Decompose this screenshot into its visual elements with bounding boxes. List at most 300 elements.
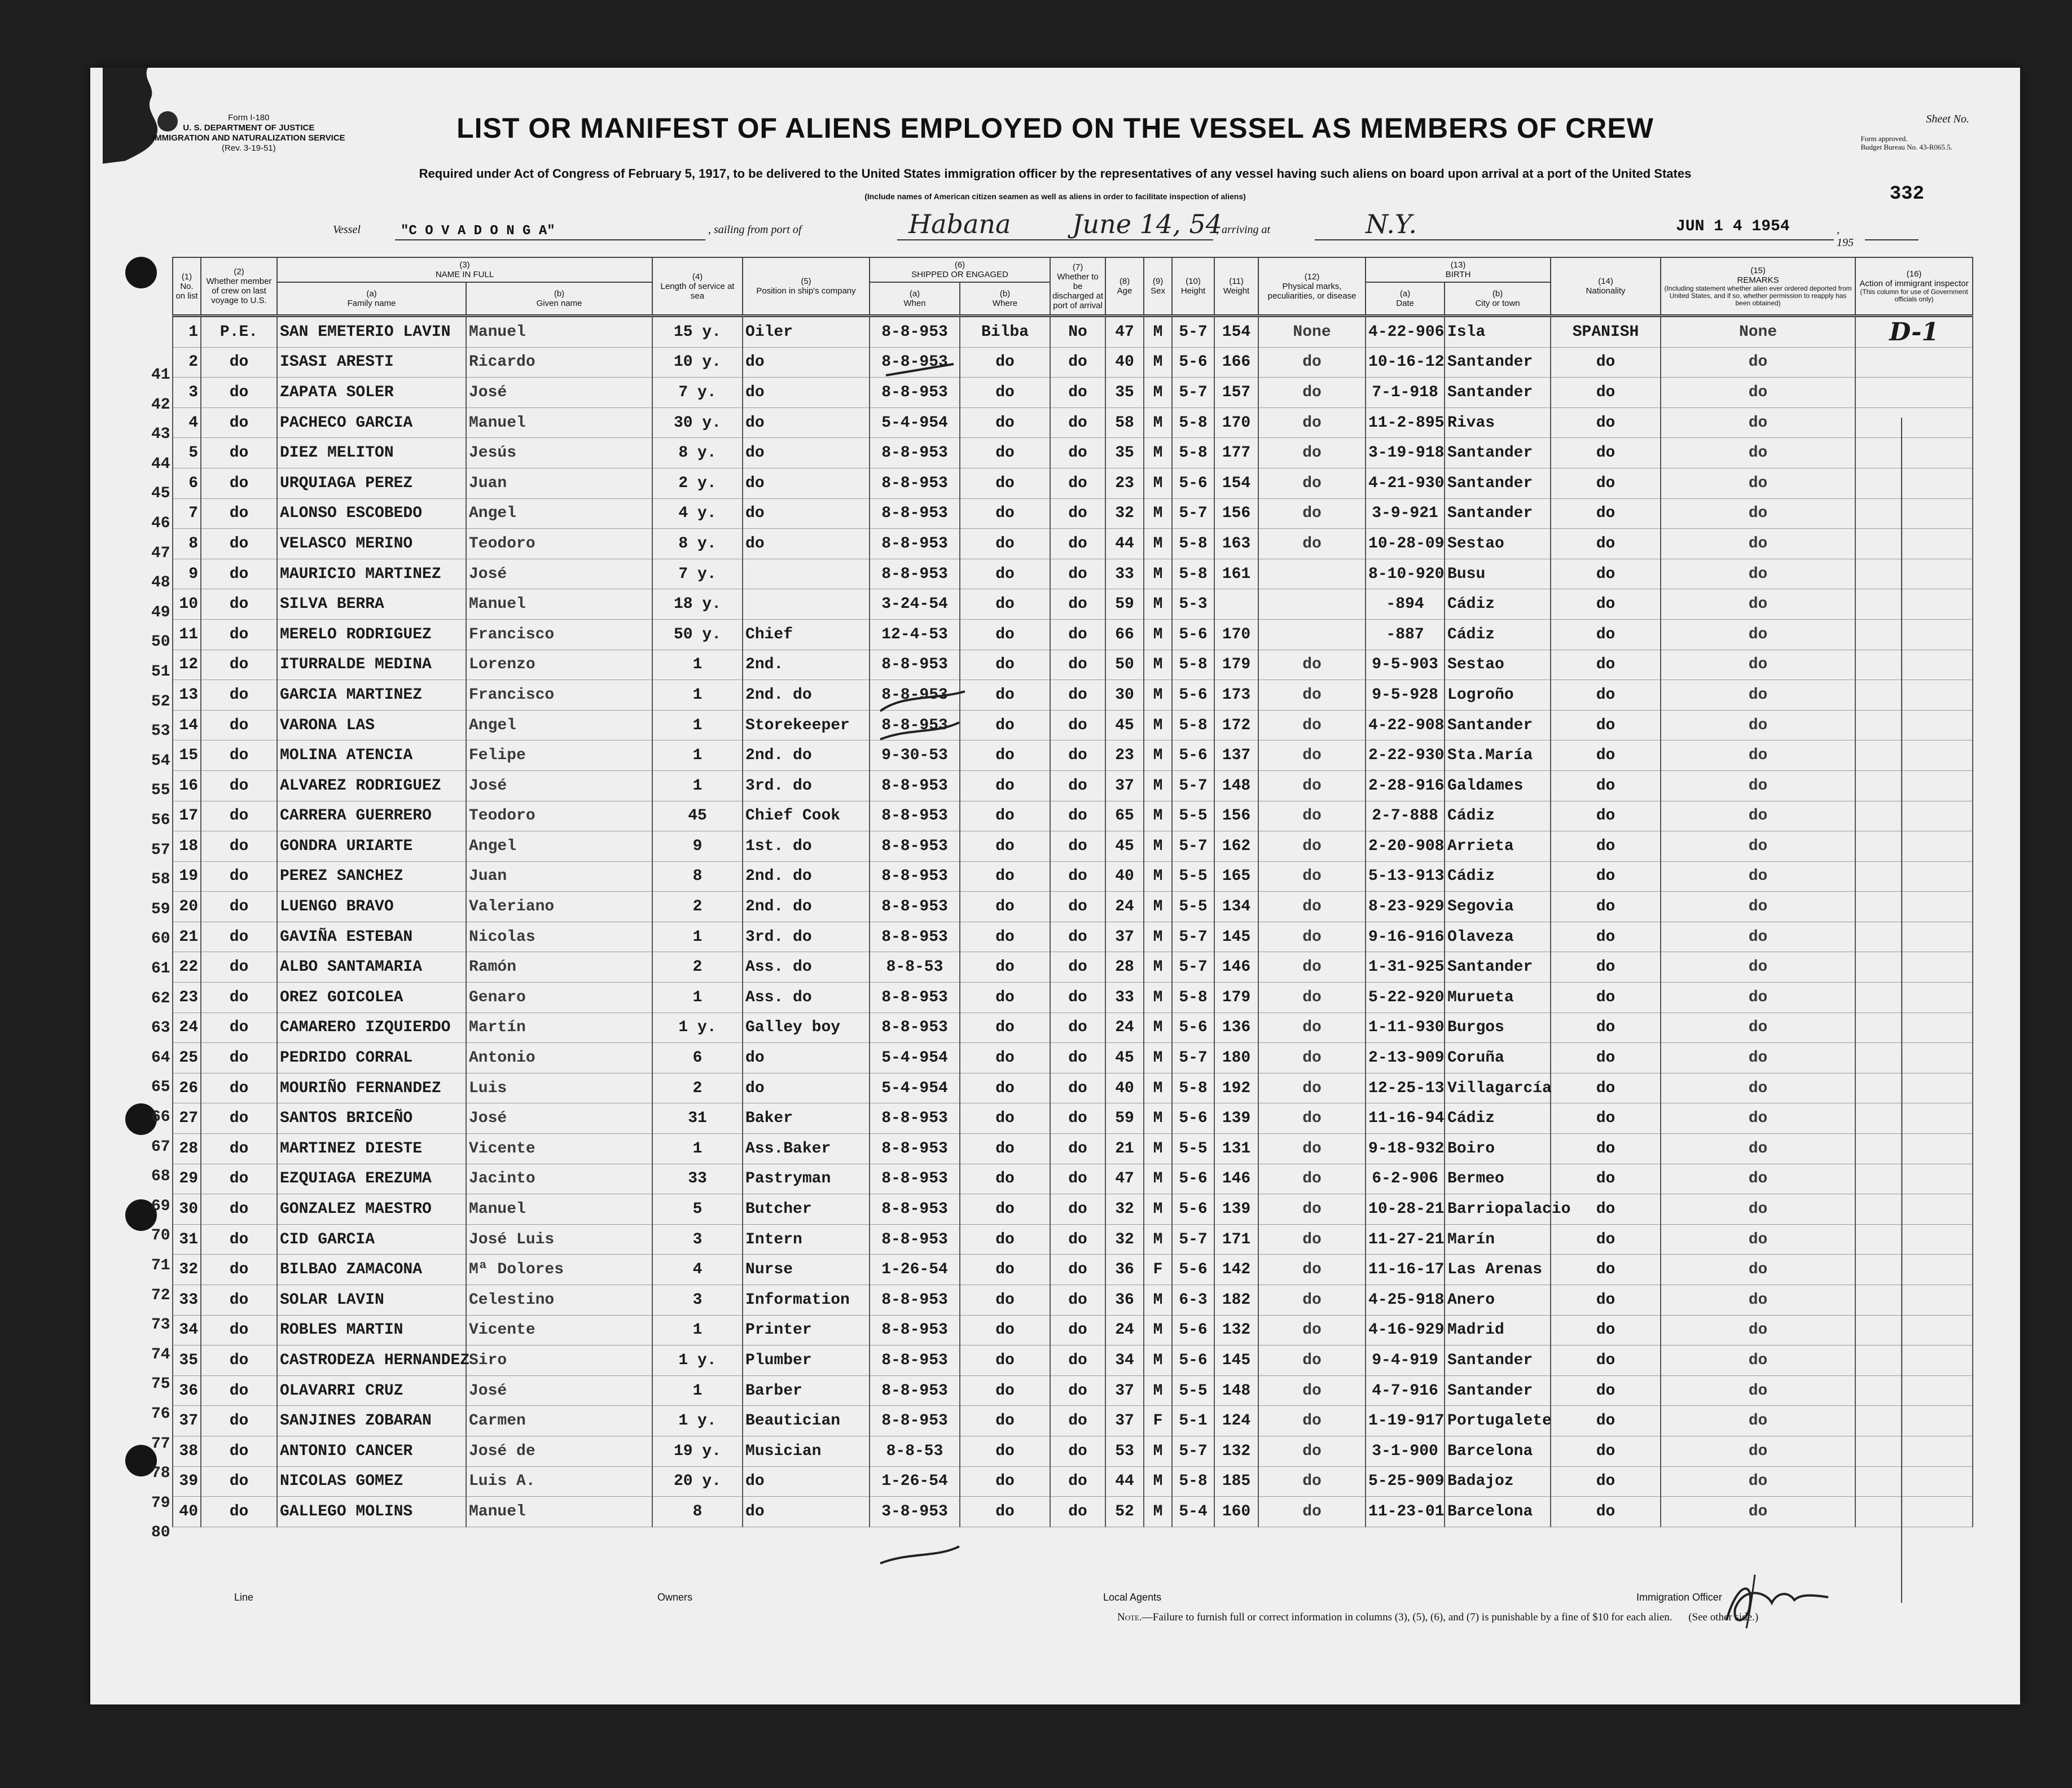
cell-city: Anero — [1445, 1285, 1551, 1316]
cell-nat: do — [1551, 922, 1661, 952]
cell-position: do — [743, 378, 870, 408]
cell-crew: do — [201, 1406, 277, 1436]
cell-no: 32 — [173, 1255, 201, 1285]
cell-city: Cádiz — [1445, 1103, 1551, 1134]
cell-nat: do — [1551, 378, 1661, 408]
cell-height: 6-3 — [1172, 1285, 1214, 1316]
cell-marks: do — [1258, 922, 1366, 952]
cell-height: 5-8 — [1172, 438, 1214, 468]
cell-sex: M — [1144, 468, 1172, 498]
cell-weight: 156 — [1214, 498, 1258, 529]
cell-age: 21 — [1105, 1134, 1144, 1164]
cell-where: do — [960, 680, 1050, 711]
cell-service: 50 y. — [652, 619, 743, 650]
cell-when: 8-8-953 — [870, 1103, 960, 1134]
cell-nat: do — [1551, 1013, 1661, 1043]
cell-crew: do — [201, 1466, 277, 1497]
cell-nat: do — [1551, 1073, 1661, 1103]
cell-crew: do — [201, 1134, 277, 1164]
cell-city: Sestao — [1445, 650, 1551, 680]
cell-position: Printer — [743, 1315, 870, 1346]
cell-when: 8-8-953 — [870, 378, 960, 408]
cell-height: 5-7 — [1172, 1224, 1214, 1255]
cell-bdate: 8-23-929 — [1366, 892, 1445, 922]
header-where: (b) Where — [960, 282, 1050, 316]
cell-crew: do — [201, 1346, 277, 1376]
cell-city: Coruña — [1445, 1043, 1551, 1073]
cell-where: do — [960, 1224, 1050, 1255]
cell-height: 5-6 — [1172, 1255, 1214, 1285]
table-row — [173, 1013, 1973, 1043]
cell-remarks: do — [1661, 892, 1855, 922]
cell-city: Santander — [1445, 347, 1551, 378]
cell-nat: do — [1551, 589, 1661, 620]
cell-family: GARCIA MARTINEZ — [277, 680, 466, 711]
sheet-no-label: Sheet No. — [1926, 113, 1969, 125]
cell-family: MERELO RODRIGUEZ — [277, 619, 466, 650]
cell-marks: do — [1258, 801, 1366, 831]
vessel-line — [333, 209, 1856, 249]
side-number: 50 — [151, 633, 170, 651]
cell-marks: do — [1258, 1285, 1366, 1316]
cell-age: 32 — [1105, 1224, 1144, 1255]
cell-family: SILVA BERRA — [277, 589, 466, 620]
side-number: 70 — [151, 1227, 170, 1245]
cell-bdate: 2-28-916 — [1366, 770, 1445, 801]
cell-disch: do — [1050, 1134, 1105, 1164]
cell-sex: M — [1144, 892, 1172, 922]
cell-crew: do — [201, 1073, 277, 1103]
cell-height: 5-6 — [1172, 1103, 1214, 1134]
cell-position: Galley boy — [743, 1013, 870, 1043]
cell-city: Marín — [1445, 1224, 1551, 1255]
side-number: 69 — [151, 1197, 170, 1215]
cell-nat: do — [1551, 498, 1661, 529]
cell-when: 8-8-953 — [870, 831, 960, 862]
cell-disch: do — [1050, 1255, 1105, 1285]
side-number: 43 — [151, 426, 170, 444]
cell-nat: do — [1551, 619, 1661, 650]
cell-height: 5-6 — [1172, 619, 1214, 650]
cell-service: 1 — [652, 650, 743, 680]
cell-where: do — [960, 347, 1050, 378]
cell-weight: 173 — [1214, 680, 1258, 711]
cell-where: do — [960, 710, 1050, 740]
page-title: LIST OR MANIFEST OF ALIENS EMPLOYED ON THE VESSEL AS MEMBERS OF CREW — [456, 112, 1654, 144]
cell-height: 5-6 — [1172, 1194, 1214, 1225]
cell-family: ALBO SANTAMARIA — [277, 952, 466, 983]
cell-sex: M — [1144, 770, 1172, 801]
header-shipped: (6) SHIPPED OR ENGAGED — [870, 257, 1050, 282]
cell-given: Juan — [466, 468, 652, 498]
header-birth-city: (b) City or town — [1445, 282, 1551, 316]
cell-weight: 179 — [1214, 983, 1258, 1013]
side-number: 52 — [151, 693, 170, 711]
cell-marks: do — [1258, 468, 1366, 498]
cell-service: 7 y. — [652, 378, 743, 408]
cell-age: 23 — [1105, 468, 1144, 498]
cell-given: Valeriano — [466, 892, 652, 922]
cell-family: ALONSO ESCOBEDO — [277, 498, 466, 529]
cell-disch: do — [1050, 650, 1105, 680]
cell-remarks: do — [1661, 407, 1855, 438]
cell-crew: do — [201, 438, 277, 468]
cell-marks: do — [1258, 378, 1366, 408]
cell-no: 9 — [173, 559, 201, 589]
inspector-line — [1885, 418, 1919, 1603]
cell-no: 27 — [173, 1103, 201, 1134]
cell-where: do — [960, 1315, 1050, 1346]
cell-family: PACHECO GARCIA — [277, 407, 466, 438]
cell-given: Angel — [466, 498, 652, 529]
cell-disch: do — [1050, 1194, 1105, 1225]
cell-service: 1 — [652, 1134, 743, 1164]
cell-no: 3 — [173, 378, 201, 408]
cell-where: do — [960, 1194, 1050, 1225]
cell-bdate: 11-16-94 — [1366, 1103, 1445, 1134]
cell-service: 33 — [652, 1164, 743, 1194]
side-number: 49 — [151, 603, 170, 621]
header-given-name: (b) Given name — [466, 282, 652, 316]
table-row — [173, 1164, 1973, 1194]
cell-no: 22 — [173, 952, 201, 983]
cell-disch: do — [1050, 1497, 1105, 1527]
cell-age: 35 — [1105, 378, 1144, 408]
cell-when: 8-8-953 — [870, 559, 960, 589]
cell-given: Luis A. — [466, 1466, 652, 1497]
cell-height: 5-7 — [1172, 770, 1214, 801]
cell-no: 29 — [173, 1164, 201, 1194]
header-family-name: (a) Family name — [277, 282, 466, 316]
cell-when: 8-8-953 — [870, 650, 960, 680]
cell-city: Santander — [1445, 498, 1551, 529]
cell-no: 37 — [173, 1406, 201, 1436]
table-row — [173, 378, 1973, 408]
side-number: 57 — [151, 841, 170, 859]
table-row — [173, 589, 1973, 620]
cell-height: 5-8 — [1172, 529, 1214, 559]
cell-crew: do — [201, 952, 277, 983]
cell-nat: do — [1551, 680, 1661, 711]
table-row — [173, 1406, 1973, 1436]
cell-city: Olaveza — [1445, 922, 1551, 952]
cell-disch: do — [1050, 1073, 1105, 1103]
cell-bdate: 1-11-930 — [1366, 1013, 1445, 1043]
cell-service: 1 y. — [652, 1346, 743, 1376]
revision: (Rev. 3-19-51) — [222, 143, 276, 153]
cell-age: 24 — [1105, 1013, 1144, 1043]
cell-height: 5-7 — [1172, 831, 1214, 862]
cell-sex: M — [1144, 1315, 1172, 1346]
cell-city: Cádiz — [1445, 801, 1551, 831]
cell-weight: 157 — [1214, 378, 1258, 408]
cell-given: Martín — [466, 1013, 652, 1043]
cell-crew: do — [201, 680, 277, 711]
cell-no: 11 — [173, 619, 201, 650]
cell-position: Beautician — [743, 1406, 870, 1436]
side-number: 65 — [151, 1079, 170, 1097]
cell-position: 2nd. do — [743, 861, 870, 892]
cell-nat: do — [1551, 1497, 1661, 1527]
position-strike-marks — [869, 361, 982, 1603]
cell-crew: do — [201, 347, 277, 378]
cell-crew: do — [201, 1103, 277, 1134]
cell-bdate: 2-13-909 — [1366, 1043, 1445, 1073]
cell-city: Sta.María — [1445, 740, 1551, 771]
cell-bdate: 9-5-928 — [1366, 680, 1445, 711]
table-row — [173, 1375, 1973, 1406]
cell-no: 24 — [173, 1013, 201, 1043]
cell-nat: do — [1551, 1103, 1661, 1134]
cell-service: 1 — [652, 740, 743, 771]
table-row — [173, 740, 1973, 771]
header-nationality: (14) Nationality — [1551, 257, 1661, 316]
cell-position: Chief Cook — [743, 801, 870, 831]
cell-disch: do — [1050, 1315, 1105, 1346]
cell-bdate: 4-7-916 — [1366, 1375, 1445, 1406]
cell-crew: do — [201, 1285, 277, 1316]
cell-crew: do — [201, 378, 277, 408]
cell-when: 8-8-953 — [870, 770, 960, 801]
cell-bdate: 1-31-925 — [1366, 952, 1445, 983]
cell-no: 17 — [173, 801, 201, 831]
cell-marks: do — [1258, 1194, 1366, 1225]
cell-bdate: 10-28-21 — [1366, 1194, 1445, 1225]
cell-city: Burgos — [1445, 1013, 1551, 1043]
cell-family: GAVIÑA ESTEBAN — [277, 922, 466, 952]
side-number: 44 — [151, 455, 170, 473]
cell-where: do — [960, 740, 1050, 771]
cell-when: 1-26-54 — [870, 1466, 960, 1497]
table-row — [173, 1497, 1973, 1527]
cell-given: Francisco — [466, 680, 652, 711]
header-position: (5) Position in ship's company — [743, 257, 870, 316]
cell-given: Manuel — [466, 1497, 652, 1527]
cell-when: 8-8-953 — [870, 529, 960, 559]
side-number: 56 — [151, 812, 170, 829]
cell-disch: do — [1050, 1466, 1105, 1497]
cell-nat: do — [1551, 831, 1661, 862]
owners-label: Owners — [657, 1592, 693, 1603]
cell-remarks: do — [1661, 1375, 1855, 1406]
table-row — [173, 952, 1973, 983]
cell-no: 21 — [173, 922, 201, 952]
cell-service: 4 y. — [652, 498, 743, 529]
cell-disch: do — [1050, 1224, 1105, 1255]
cell-disch: do — [1050, 922, 1105, 952]
cell-weight: 145 — [1214, 1346, 1258, 1376]
officer-label: Immigration Officer — [1636, 1592, 1722, 1603]
header-service: (4) Length of service at sea — [652, 257, 743, 316]
cell-crew: do — [201, 1375, 277, 1406]
cell-position: Oiler — [743, 316, 870, 348]
cell-family: GONZALEZ MAESTRO — [277, 1194, 466, 1225]
cell-disch: do — [1050, 1103, 1105, 1134]
cell-disch: do — [1050, 1406, 1105, 1436]
cell-remarks: do — [1661, 619, 1855, 650]
cell-marks: do — [1258, 347, 1366, 378]
cell-weight: 177 — [1214, 438, 1258, 468]
cell-weight: 162 — [1214, 831, 1258, 862]
cell-nat: do — [1551, 1346, 1661, 1376]
cell-weight: 142 — [1214, 1255, 1258, 1285]
header-birth-date: (a) Date — [1366, 282, 1445, 316]
cell-marks: do — [1258, 1436, 1366, 1466]
cell-position: do — [743, 1073, 870, 1103]
cell-family: SOLAR LAVIN — [277, 1285, 466, 1316]
port-from: Habana — [908, 209, 1011, 239]
cell-disch: do — [1050, 983, 1105, 1013]
table-row — [173, 316, 1973, 348]
cell-age: 59 — [1105, 1103, 1144, 1134]
cell-when: 8-8-953 — [870, 1346, 960, 1376]
cell-remarks: do — [1661, 529, 1855, 559]
cell-remarks: do — [1661, 680, 1855, 711]
table-row — [173, 1255, 1973, 1285]
cell-remarks: do — [1661, 1164, 1855, 1194]
cell-where: do — [960, 1164, 1050, 1194]
cell-family: BILBAO ZAMACONA — [277, 1255, 466, 1285]
cell-sex: M — [1144, 619, 1172, 650]
cell-nat: do — [1551, 861, 1661, 892]
cell-where: do — [960, 407, 1050, 438]
cell-crew: do — [201, 892, 277, 922]
cell-remarks: do — [1661, 861, 1855, 892]
cell-given: Manuel — [466, 407, 652, 438]
table-row — [173, 559, 1973, 589]
cell-given: Felipe — [466, 740, 652, 771]
cell-sex: M — [1144, 861, 1172, 892]
side-number: 63 — [151, 1019, 170, 1037]
cell-city: Galdames — [1445, 770, 1551, 801]
cell-weight: 136 — [1214, 1013, 1258, 1043]
cell-disch: do — [1050, 801, 1105, 831]
cell-weight: 124 — [1214, 1406, 1258, 1436]
cell-given: Carmen — [466, 1406, 652, 1436]
cell-bdate: 4-16-929 — [1366, 1315, 1445, 1346]
cell-given: Angel — [466, 710, 652, 740]
cell-height: 5-6 — [1172, 1013, 1214, 1043]
cell-disch: do — [1050, 710, 1105, 740]
line-label: Line — [234, 1592, 254, 1603]
cell-crew: do — [201, 861, 277, 892]
cell-height: 5-5 — [1172, 1375, 1214, 1406]
header-sex: (9) Sex — [1144, 257, 1172, 316]
cell-city: Cádiz — [1445, 619, 1551, 650]
side-number: 68 — [151, 1168, 170, 1186]
cell-crew: P.E. — [201, 316, 277, 348]
header-when: (a) When — [870, 282, 960, 316]
cell-height: 5-6 — [1172, 1315, 1214, 1346]
cell-height: 5-7 — [1172, 316, 1214, 348]
table-row — [173, 710, 1973, 740]
cell-where: do — [960, 438, 1050, 468]
cell-nat: do — [1551, 892, 1661, 922]
cell-action — [1855, 347, 1973, 378]
cell-height: 5-6 — [1172, 740, 1214, 771]
cell-marks: do — [1258, 1497, 1366, 1527]
cell-age: 44 — [1105, 1466, 1144, 1497]
cell-no: 20 — [173, 892, 201, 922]
table-row — [173, 498, 1973, 529]
cell-crew: do — [201, 740, 277, 771]
cell-service: 2 — [652, 952, 743, 983]
cell-disch: do — [1050, 498, 1105, 529]
officer-signature — [1715, 1569, 1845, 1631]
cell-remarks: do — [1661, 922, 1855, 952]
department: U. S. DEPARTMENT OF JUSTICE — [183, 123, 315, 133]
cell-age: 47 — [1105, 316, 1144, 348]
cell-family: OREZ GOICOLEA — [277, 983, 466, 1013]
cell-service: 1 — [652, 1375, 743, 1406]
cell-no: 19 — [173, 861, 201, 892]
table-body — [173, 316, 1973, 1527]
side-number: 76 — [151, 1405, 170, 1423]
table-row — [173, 407, 1973, 438]
cell-nat: do — [1551, 1466, 1661, 1497]
side-number: 61 — [151, 960, 170, 978]
cell-disch: do — [1050, 529, 1105, 559]
cell-city: Boiro — [1445, 1134, 1551, 1164]
cell-disch: do — [1050, 619, 1105, 650]
cell-crew: do — [201, 559, 277, 589]
cell-crew: do — [201, 1497, 277, 1527]
cell-bdate: 5-22-920 — [1366, 983, 1445, 1013]
cell-crew: do — [201, 650, 277, 680]
cell-position: 2nd. do — [743, 892, 870, 922]
cell-no: 15 — [173, 740, 201, 771]
cell-sex: M — [1144, 407, 1172, 438]
cell-marks: do — [1258, 1103, 1366, 1134]
note-tail: (See other side.) — [1688, 1611, 1759, 1623]
cell-when: 5-4-954 — [870, 1073, 960, 1103]
cell-nat: do — [1551, 1406, 1661, 1436]
cell-weight: 163 — [1214, 529, 1258, 559]
header-name: (3) NAME IN FULL — [277, 257, 652, 282]
cell-nat: do — [1551, 438, 1661, 468]
cell-city: Badajoz — [1445, 1466, 1551, 1497]
cell-height: 5-7 — [1172, 952, 1214, 983]
cell-when: 12-4-53 — [870, 619, 960, 650]
cell-no: 28 — [173, 1134, 201, 1164]
cell-where: do — [960, 619, 1050, 650]
cell-when: 8-8-953 — [870, 710, 960, 740]
cell-height: 5-6 — [1172, 1346, 1214, 1376]
cell-family: ZAPATA SOLER — [277, 378, 466, 408]
cell-family: VELASCO MERINO — [277, 529, 466, 559]
cell-crew: do — [201, 1164, 277, 1194]
cell-where: do — [960, 801, 1050, 831]
cell-given: Luis — [466, 1073, 652, 1103]
cell-marks: do — [1258, 861, 1366, 892]
cell-age: 59 — [1105, 589, 1144, 620]
cell-remarks: do — [1661, 347, 1855, 378]
cell-no: 18 — [173, 831, 201, 862]
cell-where: do — [960, 861, 1050, 892]
cell-position: Musician — [743, 1436, 870, 1466]
header-crew: (2) Whether member of crew on last voyage to U.S. — [201, 257, 277, 316]
cell-position: do — [743, 498, 870, 529]
cell-sex: F — [1144, 1255, 1172, 1285]
cell-sex: M — [1144, 589, 1172, 620]
header-age: (8) Age — [1105, 257, 1144, 316]
cell-age: 66 — [1105, 619, 1144, 650]
cell-sex: M — [1144, 710, 1172, 740]
cell-service: 19 y. — [652, 1436, 743, 1466]
cell-bdate: 3-19-918 — [1366, 438, 1445, 468]
cell-weight: 146 — [1214, 952, 1258, 983]
cell-sex: M — [1144, 347, 1172, 378]
